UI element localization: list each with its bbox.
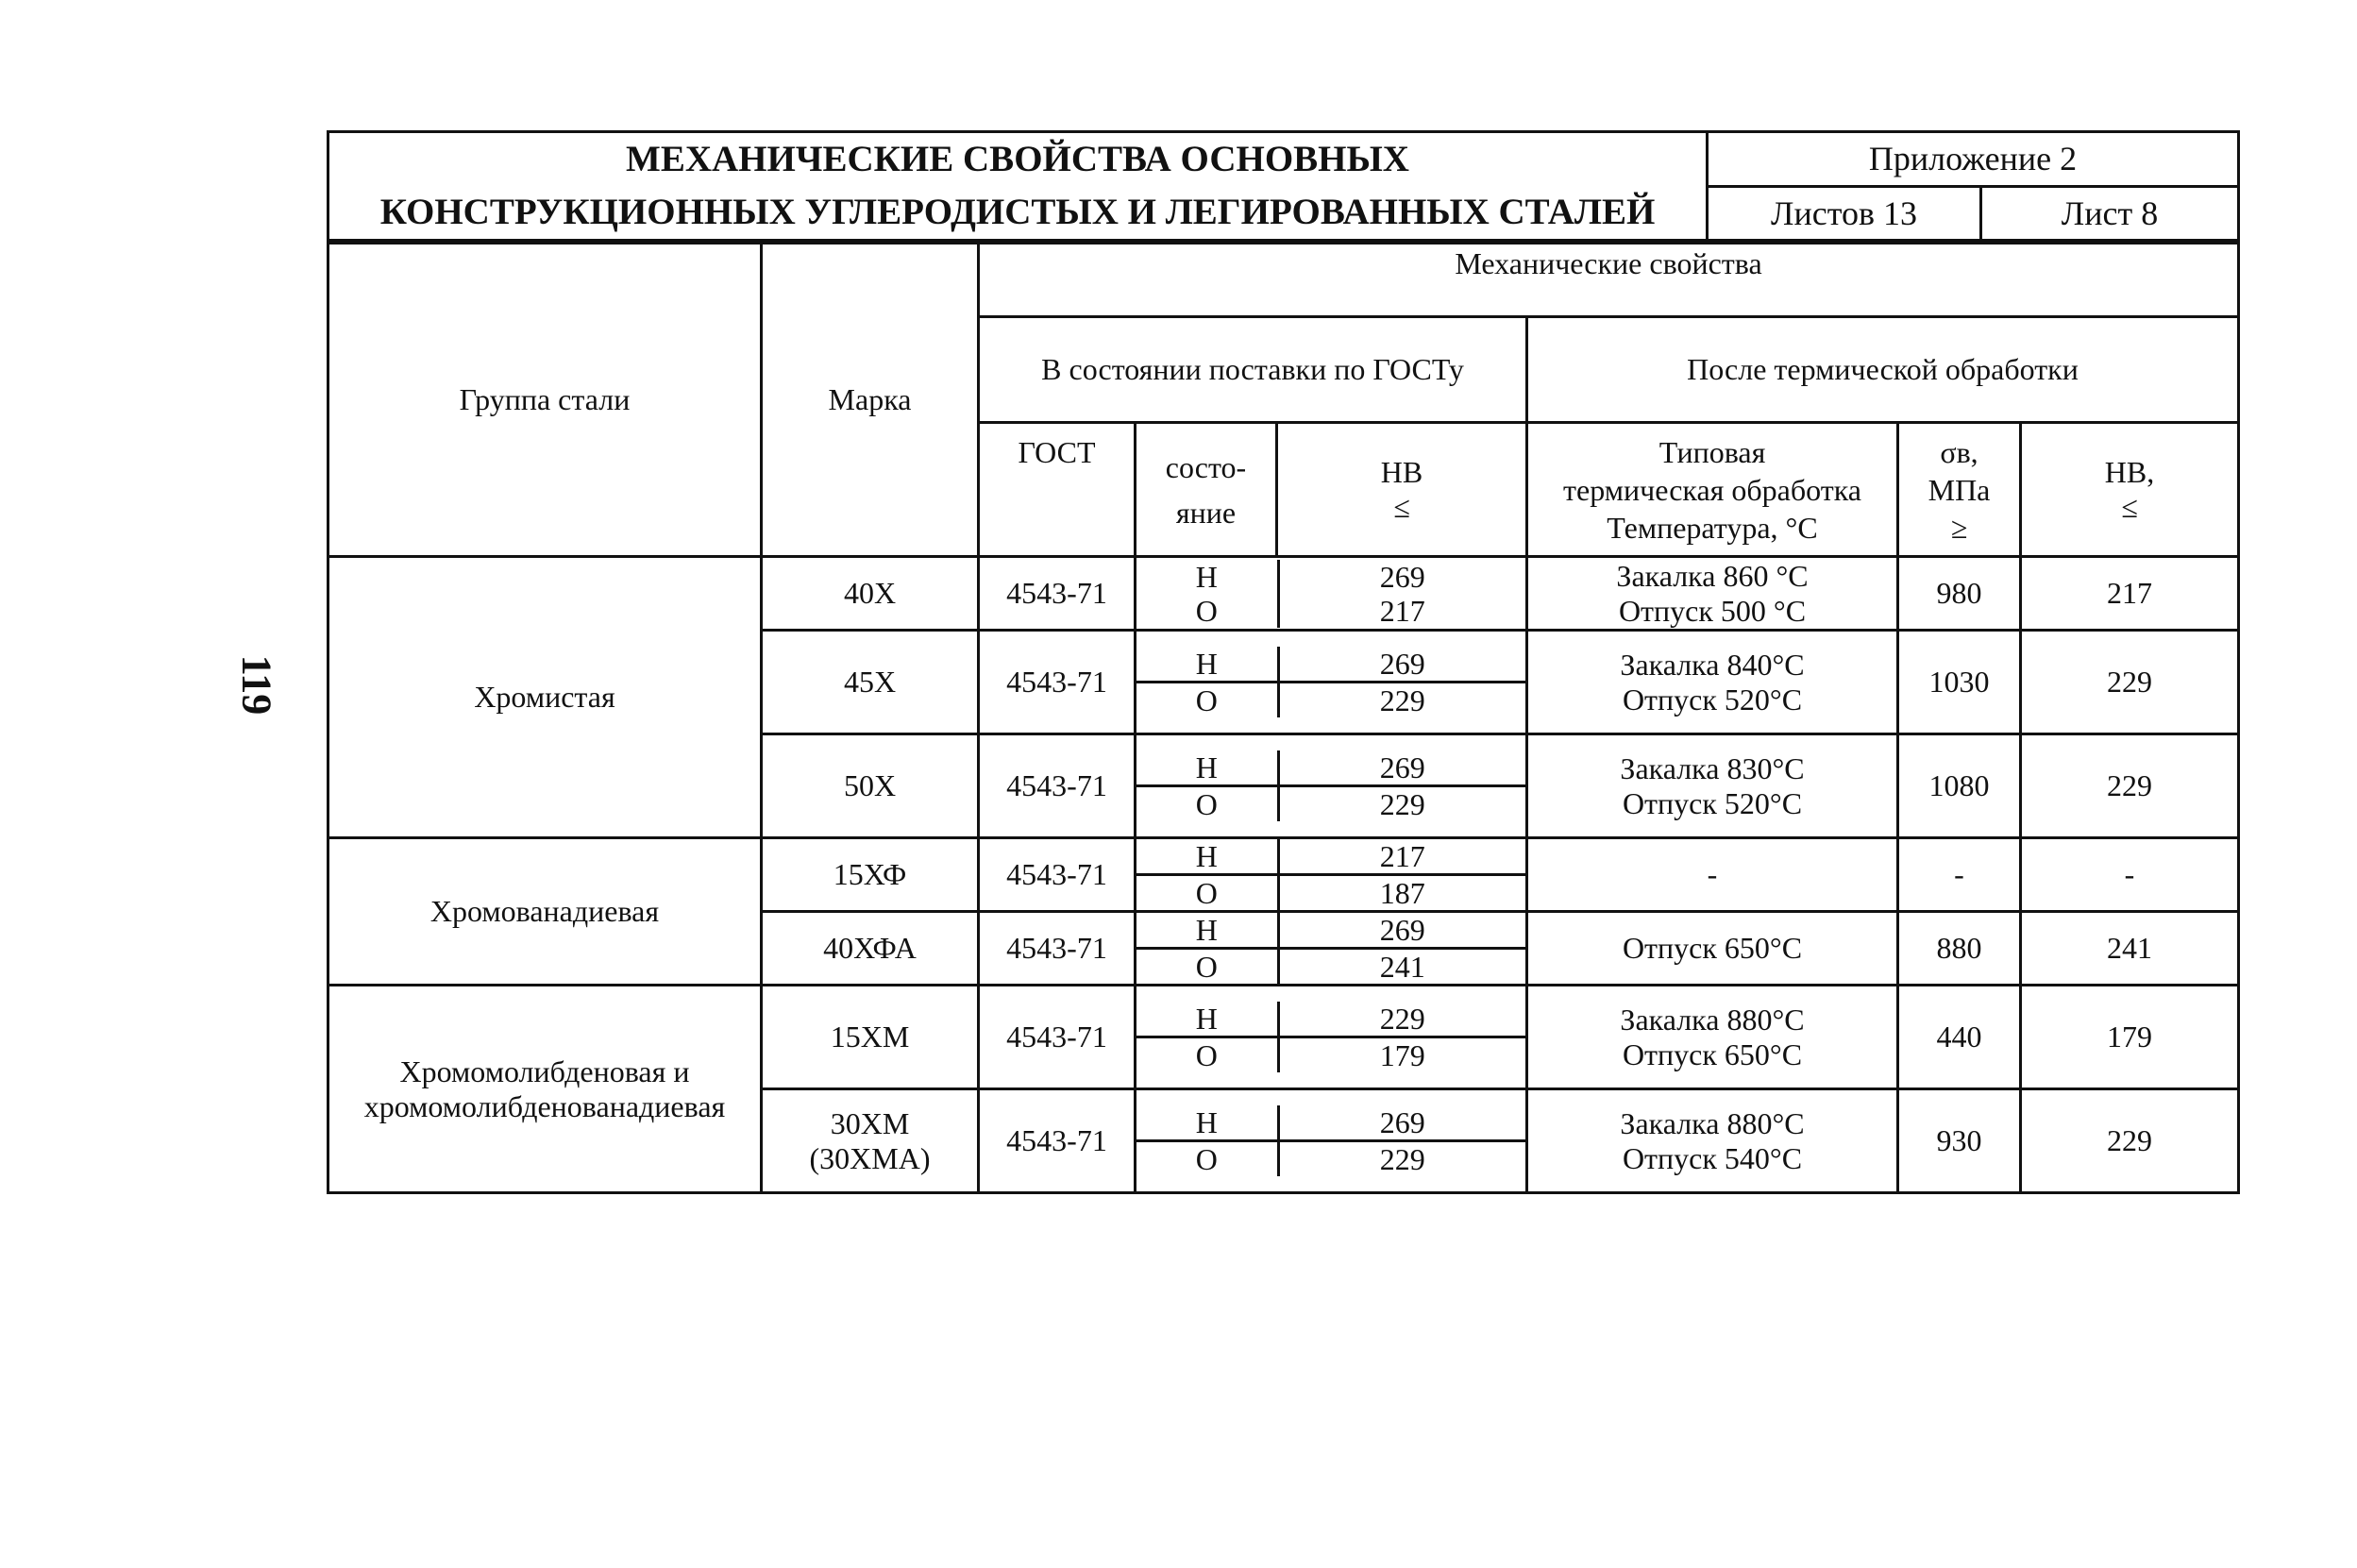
hb-value: 229 xyxy=(1278,683,1525,718)
hb-after-header-label: НВ, xyxy=(2104,454,2155,489)
treatment-line-2: Отпуск 650°С xyxy=(1622,1037,1803,1071)
sigma-cell: - xyxy=(1898,838,2021,912)
treatment-cell xyxy=(1527,734,1898,838)
sheet-current: Лист 8 xyxy=(1981,186,2239,241)
state-hb-cell xyxy=(1136,838,1527,912)
hb-header-sign: ≤ xyxy=(1393,489,1410,524)
gost-cell: 4543-71 xyxy=(979,838,1136,912)
state-value: О xyxy=(1136,875,1278,911)
table-row xyxy=(328,838,2239,912)
grade-cell xyxy=(762,1089,979,1193)
grade-cell: 40ХФА xyxy=(762,912,979,986)
treatment-header-line-1: Типовая xyxy=(1658,434,1766,469)
gost-cell: 4543-71 xyxy=(979,734,1136,838)
properties-table xyxy=(327,242,2240,1194)
hb-after-cell: 229 xyxy=(2021,734,2239,838)
treatment-line-1: Закалка 860 °С xyxy=(1616,558,1809,593)
hb-after-cell: 229 xyxy=(2021,1089,2239,1193)
state-value: О xyxy=(1195,593,1218,628)
state-value: Н xyxy=(1195,1002,1218,1036)
treatment-cell: - xyxy=(1527,838,1898,912)
col-gost-header: ГОСТ xyxy=(979,423,1136,557)
state-hb-cell xyxy=(1136,986,1527,1089)
hb-value: 229 xyxy=(1278,1141,1525,1177)
hb-value: 269 xyxy=(1278,750,1525,786)
treatment-line-2: Отпуск 520°С xyxy=(1622,682,1803,717)
state-hb-cell xyxy=(1136,734,1527,838)
state-value: Н xyxy=(1195,1105,1218,1139)
hb-after-header-sign: ≤ xyxy=(2121,489,2138,524)
treatment-header-line-3: Температура, °С xyxy=(1607,510,1818,545)
hb-after-cell: 217 xyxy=(2021,557,2239,631)
grade-line-2: (30ХМА) xyxy=(809,1140,931,1175)
state-value: Н xyxy=(1195,647,1218,681)
state-value: О xyxy=(1136,786,1278,822)
sigma-cell: 1080 xyxy=(1898,734,2021,838)
sigma-cell: 1030 xyxy=(1898,631,2021,734)
treatment-line-1: Закалка 840°С xyxy=(1620,647,1805,682)
title-block xyxy=(327,130,2240,242)
hb-after-cell: 241 xyxy=(2021,912,2239,986)
sigma-cell: 880 xyxy=(1898,912,2021,986)
treatment-cell xyxy=(1527,557,1898,631)
group-name: Хромистая xyxy=(328,557,762,838)
treatment-cell xyxy=(1527,1089,1898,1193)
gost-cell: 4543-71 xyxy=(979,557,1136,631)
col-state-header xyxy=(1136,423,1277,557)
sigma-cell: 980 xyxy=(1898,557,2021,631)
col-delivery-header: В состоянии поставки по ГОСТу xyxy=(979,317,1527,423)
group-name-line-2: хромомолибденованадиевая xyxy=(363,1088,726,1123)
sheets-total: Листов 13 xyxy=(1708,186,1981,241)
treatment-line-1: Закалка 830°С xyxy=(1620,750,1805,785)
state-hb-cell xyxy=(1136,1089,1527,1193)
treatment-cell: Отпуск 650°С xyxy=(1527,912,1898,986)
group-name: Хромованадиевая xyxy=(328,838,762,986)
treatment-line-1: Закалка 880°С xyxy=(1620,1002,1805,1037)
state-header-line-2: яние xyxy=(1175,495,1237,530)
gost-cell: 4543-71 xyxy=(979,631,1136,734)
title-line-1: МЕХАНИЧЕСКИЕ СВОЙСТВА ОСНОВНЫХ xyxy=(626,139,1409,179)
table-row xyxy=(328,557,2239,631)
state-value: О xyxy=(1136,949,1278,985)
document-title xyxy=(328,132,1708,241)
treatment-header-line-2: термическая обработка xyxy=(1563,472,1861,507)
sigma-header-line-1: σв, xyxy=(1940,434,1978,469)
hb-value: 229 xyxy=(1278,1002,1525,1037)
grade-cell: 15ХФ xyxy=(762,838,979,912)
treatment-line-2: Отпуск 500 °С xyxy=(1618,593,1807,628)
state-value: О xyxy=(1136,1141,1278,1177)
state-hb-cell xyxy=(1136,557,1527,631)
grade-cell: 50Х xyxy=(762,734,979,838)
hb-value: 187 xyxy=(1278,875,1525,911)
col-mech-props-header: Механические свойства xyxy=(979,244,2239,317)
hb-header-label: НВ xyxy=(1380,454,1423,489)
hb-value: 269 xyxy=(1278,560,1525,594)
treatment-line-2: Отпуск 520°С xyxy=(1622,785,1803,820)
group-name-line-1: Хромомолибденовая и xyxy=(399,1054,690,1088)
gost-cell: 4543-71 xyxy=(979,912,1136,986)
grade-line-1: 30ХМ xyxy=(830,1105,910,1140)
col-after-heat-header: После термической обработки xyxy=(1527,317,2239,423)
sigma-header-line-3: ≥ xyxy=(1950,510,1968,545)
treatment-line-1: Закалка 880°С xyxy=(1620,1105,1805,1140)
title-line-2: КОНСТРУКЦИОННЫХ УГЛЕРОДИСТЫХ И ЛЕГИРОВАННЫХ СТАЛЕЙ xyxy=(379,192,1656,232)
hb-after-cell: 179 xyxy=(2021,986,2239,1089)
state-value: Н xyxy=(1195,750,1218,784)
state-value: О xyxy=(1136,1037,1278,1073)
hb-value: 269 xyxy=(1278,1105,1525,1141)
appendix-label: Приложение 2 xyxy=(1708,132,2239,187)
page-number: 119 xyxy=(233,654,280,716)
state-hb-cell xyxy=(1136,631,1527,734)
hb-value: 217 xyxy=(1278,839,1525,875)
treatment-cell xyxy=(1527,631,1898,734)
group-name xyxy=(328,986,762,1193)
state-value: Н xyxy=(1195,839,1218,873)
grade-cell: 15ХМ xyxy=(762,986,979,1089)
state-value: О xyxy=(1136,683,1278,718)
hb-value: 241 xyxy=(1278,949,1525,985)
hb-value: 269 xyxy=(1278,913,1525,949)
state-value: Н xyxy=(1195,913,1218,947)
treatment-cell xyxy=(1527,986,1898,1089)
col-group-header: Группа стали xyxy=(328,244,762,557)
sigma-cell: 440 xyxy=(1898,986,2021,1089)
hb-value: 269 xyxy=(1278,647,1525,683)
col-hb-after-header xyxy=(2021,423,2239,557)
state-hb-cell xyxy=(1136,912,1527,986)
state-value: Н xyxy=(1195,559,1218,594)
hb-value: 217 xyxy=(1278,594,1525,628)
sigma-cell: 930 xyxy=(1898,1089,2021,1193)
sigma-header-line-2: МПа xyxy=(1928,472,1991,507)
col-grade-header: Марка xyxy=(762,244,979,557)
treatment-line-2: Отпуск 540°С xyxy=(1622,1140,1803,1175)
document-sheet xyxy=(327,130,2237,1194)
col-hb-header xyxy=(1277,423,1527,557)
grade-cell: 40Х xyxy=(762,557,979,631)
hb-value: 229 xyxy=(1278,786,1525,822)
table-row xyxy=(328,986,2239,1089)
hb-after-cell: 229 xyxy=(2021,631,2239,734)
grade-cell: 45Х xyxy=(762,631,979,734)
hb-after-cell: - xyxy=(2021,838,2239,912)
gost-cell: 4543-71 xyxy=(979,986,1136,1089)
state-header-line-1: состо- xyxy=(1165,449,1247,484)
gost-cell: 4543-71 xyxy=(979,1089,1136,1193)
col-sigma-header xyxy=(1898,423,2021,557)
hb-value: 179 xyxy=(1278,1037,1525,1073)
col-treatment-header xyxy=(1527,423,1898,557)
